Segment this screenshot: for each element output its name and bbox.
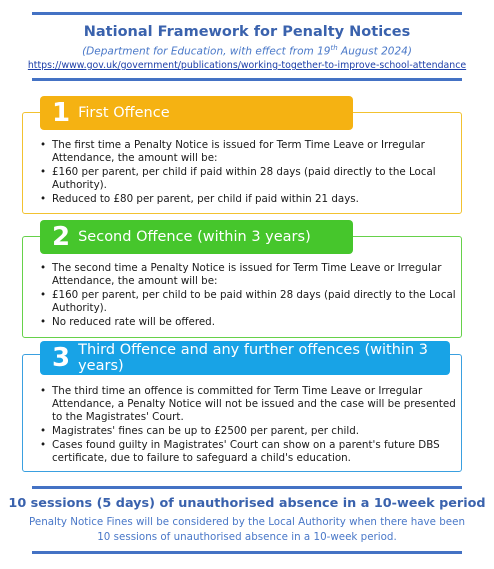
list-item: • Reduced to £80 per parent, per child if paid within 21 days. [38,193,458,206]
header-divider [32,78,462,81]
section-number: 2 [52,222,71,252]
subtitle-text: (Department for Education, with effect from 19 [82,45,331,58]
list-item: • Magistrates' fines can be up to £2500 per parent, per child. [38,425,458,438]
subtitle-superscript: th [330,44,338,52]
third-offence-points [38,385,458,466]
list-item: • The second time a Penalty Notice is issued for Term Time Leave or Irregular Attendance, the amount will be: [38,262,458,288]
list-item: • The third time an offence is committed for Term Time Leave or Irregular Attendance, a Penalty Notice will not be issued and the case will be presented to the Magistrates' Court. [38,385,458,424]
page-title: National Framework for Penalty Notices [83,24,411,40]
footer-text: Penalty Notice Fines will be considered by the Local Authority when there have been [29,516,465,528]
section-title: Second Offence (within 3 years) [78,229,311,245]
third-offence-banner [40,341,450,375]
top-divider [32,12,462,15]
section-number: 3 [52,343,71,373]
list-item: • £160 per parent, per child to be paid within 28 days (paid directly to the Local Authority). [38,289,458,315]
second-offence-banner [40,220,353,254]
first-offence-points [38,139,458,207]
subtitle-text-end: August 2024) [337,45,412,58]
second-offence-points [38,262,458,330]
list-item: • No reduced rate will be offered. [38,316,458,329]
footer-title: 10 sessions (5 days) of unauthorised absence in a 10-week period [8,496,486,511]
list-item: • £160 per parent, per child if paid within 28 days (paid directly to the Local Authority). [38,166,458,192]
footer-text: 10 sessions of unauthorised absence in a 10-week period. [97,531,397,543]
guidance-link[interactable]: https://www.gov.uk/government/publications/working-together-to-improve-school-attendance [27,60,467,71]
list-item: • The first time a Penalty Notice is issued for Term Time Leave or Irregular Attendance, the amount will be: [38,139,458,165]
section-number: 1 [52,98,71,128]
footer-divider [32,486,462,489]
first-offence-banner [40,96,353,130]
bottom-divider [32,551,462,554]
list-item: • Cases found guilty in Magistrates' Court can show on a parent's future DBS certificate, due to failure to safeguard a child's education. [38,439,458,465]
section-title: Third Offence and any further offences (within 3 years) [78,342,428,374]
page-subtitle [0,44,494,58]
section-title: First Offence [78,105,170,121]
